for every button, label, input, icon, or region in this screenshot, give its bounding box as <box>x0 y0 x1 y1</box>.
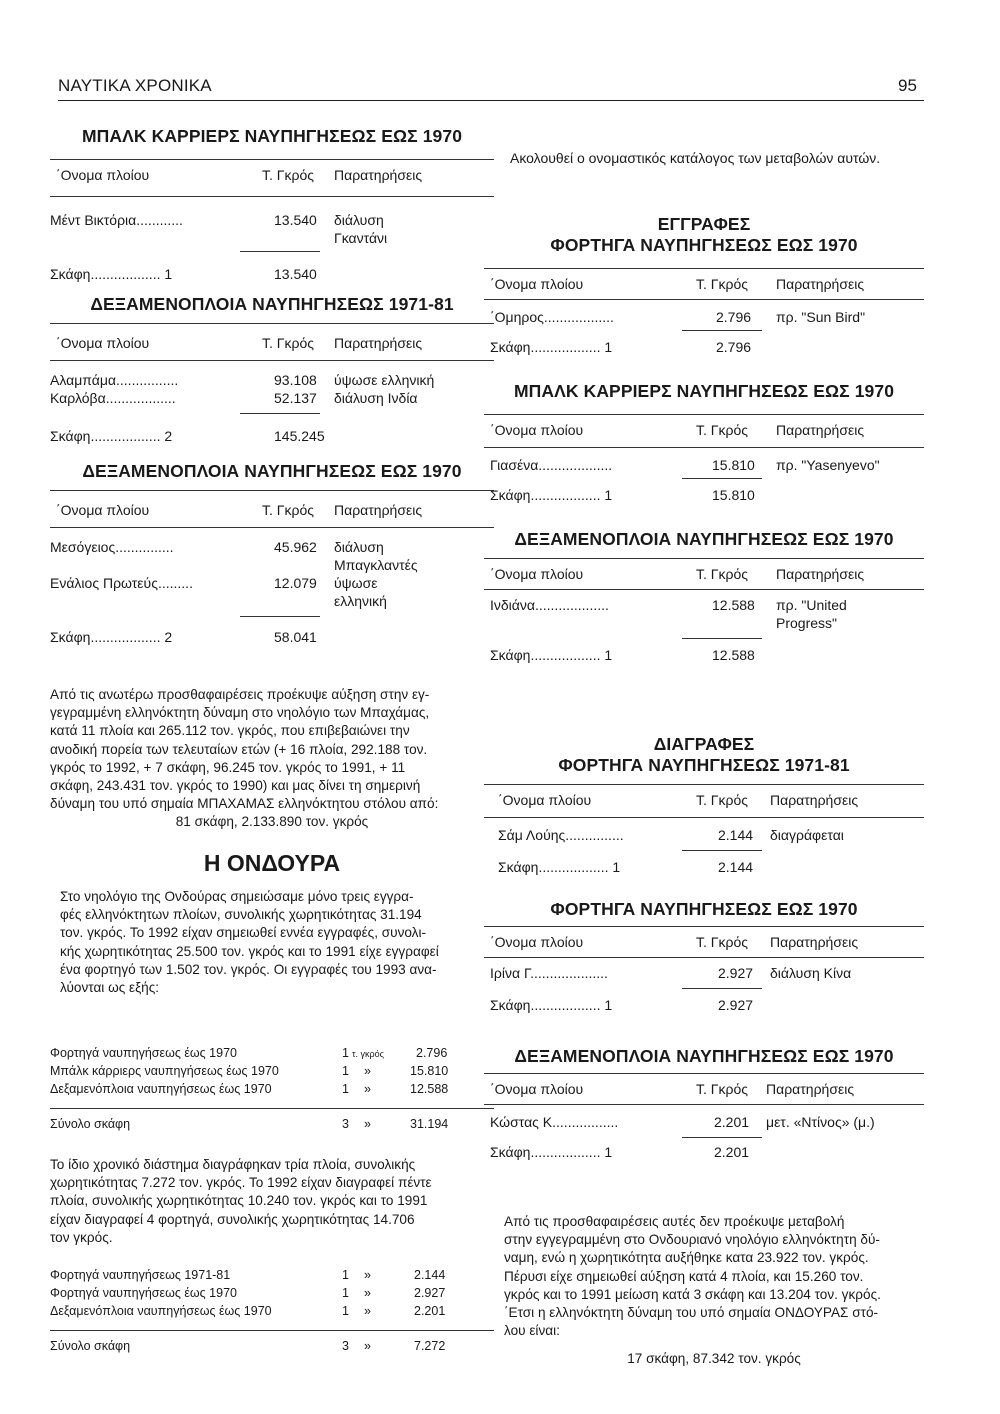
summary-count: 1 <box>342 1046 349 1060</box>
text-line: λου είναι: <box>504 1323 560 1339</box>
total-gross-tonnage: 13.540 <box>274 266 317 282</box>
text-line: ΄Ετσι η ελληνόκτητη δύναμη του υπό σημαία ΟΝΔΟΥΡΑΣ στό- <box>504 1305 879 1321</box>
paragraph-bahamas-summary <box>50 686 494 832</box>
total-label: Σκάφη <box>490 997 531 1013</box>
table-header-rule <box>50 527 494 528</box>
header-gross-tonnage: Τ. Γκρός <box>696 276 749 292</box>
ship-name: Ενάλιος Πρωτεύς <box>50 575 158 591</box>
total-gross-tonnage: 2.796 <box>716 339 752 355</box>
leader-dots: ................ <box>116 372 179 388</box>
intro-line: Ακολουθεί ο ονομαστικός κατάλογος των μεταβολών αυτών. <box>510 150 881 166</box>
header-ship-name: ΄Ονομα πλοίου <box>490 276 584 292</box>
table-deletions-cargo-1971-81 <box>484 734 924 876</box>
table-header <box>50 501 494 519</box>
table-total-row <box>50 628 494 646</box>
table-header-rule <box>484 1104 924 1105</box>
header-gross-tonnage: Τ. Γκρός <box>696 934 749 950</box>
table-row <box>50 389 494 407</box>
text-line: φές ελληνόκτητων πλοίων, συνολικής χωρητικότητας 31.194 <box>60 907 422 923</box>
table-header-rule <box>484 299 924 300</box>
total-label: Σκάφη <box>50 629 91 645</box>
subtotal-rule <box>682 1137 762 1138</box>
section-heading-deletions: ΔΙΑΓΡΑΦΕΣ <box>653 734 755 754</box>
summary-label: Δεξαμενόπλοια ναυπηγήσεως έως 1970 <box>50 1082 272 1096</box>
gross-tonnage: 52.137 <box>274 390 317 406</box>
header-ship-name: ΄Ονομα πλοίου <box>56 167 150 183</box>
section-title: ΜΠΑΛΚ ΚΑΡΡΙΕΡΣ ΝΑΥΠΗΓΗΣΕΩΣ ΕΩΣ 1970 <box>513 381 895 401</box>
text-line: Από τις προσθαφαιρέσεις αυτές δεν προέκυψε μεταβολή <box>504 1214 845 1229</box>
summary-gross-tonnage: 2.144 <box>414 1268 446 1282</box>
leader-dots: ............ <box>136 212 183 228</box>
total-count: 1 <box>604 487 613 503</box>
leader-dots: .................. <box>530 1144 601 1160</box>
summary-gross-tonnage: 2.927 <box>414 1286 446 1300</box>
summary-rule <box>50 1108 494 1109</box>
remarks: διάλυση Ινδία <box>334 390 418 406</box>
subtotal-rule <box>682 330 762 331</box>
table-header-rule <box>50 196 494 197</box>
result-line: 81 σκάφη, 2.133.890 τον. γκρός <box>175 814 369 830</box>
header-ship-name: ΄Ονομα πλοίου <box>498 792 592 808</box>
total-count: 1 <box>604 339 613 355</box>
section-title: ΔΕΞΑΜΕΝΟΠΛΟΙΑ ΝΑΥΠΗΓΗΣΕΩΣ ΕΩΣ 1970 <box>514 529 894 549</box>
table-row-cont <box>50 556 494 574</box>
text-line: στην εγγεγραμμένη στο Ονδουριανό νηολόγιο ελληνόκτητη δύ- <box>504 1232 880 1248</box>
total-count: 1 <box>604 1144 613 1160</box>
table-row <box>484 964 924 982</box>
section-title: ΦΟΡΤΗΓΑ ΝΑΥΠΗΓΗΣΕΩΣ 1971-81 <box>558 755 850 775</box>
gross-tonnage: 15.810 <box>712 457 755 473</box>
summary-unit: » <box>364 1286 371 1300</box>
leader-dots: ......... <box>157 575 193 591</box>
text-line: Από τις ανωτέρω προσθαφαιρέσεις προέκυψε αύξηση στην εγ- <box>50 687 430 702</box>
subtotal-rule <box>240 251 320 252</box>
header-ship-name: ΄Ονομα πλοίου <box>490 934 584 950</box>
table-row <box>484 1113 924 1131</box>
text-line: ναμη, ενώ η χωρητικότητα αυξήθηκε κατα 23.922 τον. γκρός. <box>504 1250 869 1266</box>
leader-dots: ................ <box>556 1114 619 1130</box>
ship-name: Μέντ Βικτόρια <box>50 212 137 228</box>
remarks-cont: Progress" <box>776 615 837 631</box>
table-top-rule <box>484 268 924 269</box>
leader-dots: .................. <box>530 997 601 1013</box>
table-row-cont <box>50 592 494 610</box>
result-line: 17 σκάφη, 87.342 τον. γκρός <box>627 1351 801 1367</box>
table-header <box>484 421 924 439</box>
leader-dots: .................. <box>538 859 609 875</box>
remarks-cont: ελληνική <box>334 593 387 609</box>
summary-total-gross-tonnage: 7.272 <box>414 1339 446 1353</box>
header-remarks: Παρατηρήσεις <box>334 502 423 518</box>
header-remarks: Παρατηρήσεις <box>334 335 423 351</box>
remarks: ύψωσε <box>334 575 378 591</box>
remarks: διάλυση Κίνα <box>770 965 852 981</box>
table-row <box>484 826 924 844</box>
text-line: ανοδική πορεία των τελευταίων ετών (+ 16 πλοία, 292.188 τον. <box>50 741 428 757</box>
summary-gross-tonnage: 2.201 <box>414 1304 446 1318</box>
table-top-rule <box>484 1073 924 1074</box>
header-remarks: Παρατηρήσεις <box>766 1081 855 1097</box>
total-count: 1 <box>612 859 621 875</box>
text-line: κατά 11 πλοία και 265.112 τον. γκρός, που επιβεβαιώνει την <box>50 723 410 739</box>
text-line: γκρός και το 1991 μείωση κατά 3 σκάφη και 13.204 τον. γκρός. <box>504 1286 881 1302</box>
table-header-rule <box>484 817 924 818</box>
summary-label: Δεξαμενόπλοια ναυπηγήσεως έως 1970 <box>50 1304 272 1318</box>
table-top-rule <box>484 414 924 415</box>
ship-name: Αλαμπάμα <box>50 372 117 388</box>
table-total-row <box>484 858 924 876</box>
leader-dots: .................. <box>530 647 601 663</box>
table-total-row <box>50 265 494 283</box>
leader-dots: ............... <box>115 539 174 555</box>
header-gross-tonnage: Τ. Γκρός <box>696 1081 749 1097</box>
table-header-rule <box>484 447 924 448</box>
table-row-cont <box>484 614 924 632</box>
summary-unit: » <box>364 1064 371 1078</box>
table-total-row <box>484 1143 924 1161</box>
summary-row <box>50 1266 494 1284</box>
summary-row <box>50 1284 494 1302</box>
section-title: ΔΕΞΑΜΕΝΟΠΛΟΙΑ ΝΑΥΠΗΓΗΣΕΩΣ ΕΩΣ 1970 <box>514 1046 894 1066</box>
section-title: ΦΟΡΤΗΓΑ ΝΑΥΠΗΓΗΣΕΩΣ ΕΩΣ 1970 <box>550 899 858 919</box>
remarks: διάλυση <box>334 539 384 555</box>
table-header <box>484 791 924 809</box>
section-heading-honduras: Η ΟΝΔΟΥΡΑ <box>203 850 341 876</box>
paragraph-honduras-registrations <box>60 888 486 997</box>
table-top-rule <box>50 323 494 324</box>
subtotal-rule <box>240 413 320 414</box>
text-line: λύονται ως εξής: <box>60 980 160 996</box>
table-deletions-tankers-to-1970 <box>484 1046 924 1161</box>
running-header-title: ΝΑΥΤΙΚΑ ΧΡΟΝΙΚΑ <box>58 76 212 95</box>
page-number: 95 <box>898 76 917 95</box>
summary-gross-tonnage: 2.796 <box>416 1046 448 1060</box>
table-header-rule <box>50 360 494 361</box>
summary-count: 1 <box>342 1064 349 1078</box>
section-title: ΦΟΡΤΗΓΑ ΝΑΥΠΗΓΗΣΕΩΣ ΕΩΣ 1970 <box>550 235 858 255</box>
section-title: ΔΕΞΑΜΕΝΟΠΛΟΙΑ ΝΑΥΠΗΓΗΣΕΩΣ ΕΩΣ 1970 <box>82 461 462 481</box>
summary-unit: » <box>364 1304 371 1318</box>
summary-gross-tonnage: 15.810 <box>410 1064 449 1078</box>
header-remarks: Παρατηρήσεις <box>770 792 859 808</box>
header-remarks: Παρατηρήσεις <box>334 167 423 183</box>
leader-dots: .................. <box>543 309 614 325</box>
summary-label: Φορτηγά ναυπηγήσεως έως 1970 <box>50 1046 237 1060</box>
subtotal-rule <box>240 616 320 617</box>
header-ship-name: ΄Ονομα πλοίου <box>490 422 584 438</box>
summary-unit: » <box>364 1339 371 1353</box>
remarks-cont: Γκαντάνι <box>334 230 388 246</box>
total-gross-tonnage: 12.588 <box>712 647 755 663</box>
table-row-cont <box>50 229 494 247</box>
gross-tonnage: 13.540 <box>274 212 317 228</box>
table-top-rule <box>50 490 494 491</box>
gross-tonnage: 45.962 <box>274 539 317 555</box>
table-row <box>484 596 924 614</box>
table-header <box>50 166 494 184</box>
total-gross-tonnage: 2.144 <box>718 859 754 875</box>
gross-tonnage: 2.927 <box>718 965 754 981</box>
summary-unit: » <box>364 1082 371 1096</box>
text-line: γεγραμμένη ελληνόκτητη δύναμη στο νηολόγιο των Μπαχάμας, <box>50 705 430 721</box>
summary-total-label: Σύνολο σκάφη <box>50 1117 131 1131</box>
table-row <box>484 308 924 326</box>
table-total-row <box>484 996 924 1014</box>
table-top-rule <box>50 159 494 160</box>
ship-name: Κώστας Κ. <box>490 1114 557 1130</box>
remarks: πρ. "Yasenyevo" <box>776 457 880 473</box>
total-label: Σκάφη <box>498 859 539 875</box>
total-gross-tonnage: 2.927 <box>718 997 754 1013</box>
ship-name: Γιασένα <box>490 457 539 473</box>
table-tankers-1971-81-left <box>50 294 494 445</box>
summary-gross-tonnage: 12.588 <box>410 1082 449 1096</box>
total-count: 1 <box>604 997 613 1013</box>
header-remarks: Παρατηρήσεις <box>776 566 865 582</box>
table-row <box>50 371 494 389</box>
table-row <box>50 211 494 229</box>
text-line: είχαν διαγραφεί 4 φορτηγά, συνολικής χωρητικότητας 14.706 <box>50 1211 415 1227</box>
ship-name: Καρλόβα <box>50 390 106 406</box>
table-bulk-carriers-to-1970-left <box>50 126 494 283</box>
table-row <box>50 538 494 556</box>
header-ship-name: ΄Ονομα πλοίου <box>56 502 150 518</box>
total-gross-tonnage: 58.041 <box>274 629 317 645</box>
remarks-cont: Μπαγκλαντές <box>334 557 418 573</box>
remarks: πρ. "United <box>776 597 847 613</box>
text-line: κής χωρητικότητας 25.500 τον. γκρός και το 1991 είχε εγγραφεί <box>60 943 439 959</box>
table-total-row <box>484 646 924 664</box>
table-header <box>484 275 924 293</box>
paragraph-honduras-deletions <box>50 1156 494 1247</box>
subtotal-rule <box>682 850 762 851</box>
summary-unit: τ. γκρός <box>352 1049 385 1059</box>
table-total-row <box>484 338 924 356</box>
table-header <box>484 565 924 583</box>
summary-count: 1 <box>342 1304 349 1318</box>
total-count: 2 <box>164 629 173 645</box>
text-line: Στο νηολόγιο της Ονδούρας σημειώσαμε μόνο τρεις εγγρα- <box>60 889 414 904</box>
summary-label: Φορτηγά ναυπηγήσεως 1971-81 <box>50 1268 231 1282</box>
ship-name: Ιρίνα Γ. <box>490 965 535 981</box>
table-registrations-tankers-to-1970 <box>484 529 924 664</box>
leader-dots: ................... <box>534 597 609 613</box>
header-ship-name: ΄Ονομα πλοίου <box>490 1081 584 1097</box>
table-registrations-bulk-to-1970 <box>484 381 924 504</box>
total-label: Σκάφη <box>50 266 91 282</box>
gross-tonnage: 12.588 <box>712 597 755 613</box>
text-line: χωρητικότητας 7.272 τον. γκρός. Το 1992 είχαν διαγραφεί πέντε <box>50 1175 432 1191</box>
total-label: Σκάφη <box>490 647 531 663</box>
total-label: Σκάφη <box>490 1144 531 1160</box>
summary-row <box>50 1302 494 1320</box>
table-total-row <box>50 427 494 445</box>
subtotal-rule <box>682 988 762 989</box>
ship-name: Σάμ Λούης <box>498 827 566 843</box>
subtotal-rule <box>682 638 762 639</box>
summary-total-count: 3 <box>342 1339 349 1353</box>
table-header <box>484 1080 924 1098</box>
table-total-row <box>484 486 924 504</box>
header-rule <box>58 100 924 101</box>
ship-name: Ινδιάνα <box>490 597 535 613</box>
text-line: Το ίδιο χρονικό διάστημα διαγράφηκαν τρία πλοία, συνολικής <box>50 1157 416 1172</box>
table-header <box>484 933 924 951</box>
leader-dots: .................. <box>90 266 161 282</box>
total-count: 2 <box>164 428 173 444</box>
section-title: ΔΕΞΑΜΕΝΟΠΛΟΙΑ ΝΑΥΠΗΓΗΣΕΩΣ 1971-81 <box>90 294 454 314</box>
text-line: γκρός το 1992, + 7 σκάφη, 96.245 τον. γκρός το 1991, + 11 <box>50 759 406 775</box>
total-label: Σκάφη <box>50 428 91 444</box>
summary-row <box>50 1044 494 1062</box>
remarks: διάλυση <box>334 212 384 228</box>
text-line: δύναμη του υπό σημαία ΜΠΑΧΑΜΑΣ ελληνόκτητου στόλου από: <box>50 796 439 812</box>
total-label: Σκάφη <box>490 339 531 355</box>
remarks: ύψωσε ελληνική <box>334 372 435 388</box>
table-deletions-cargo-to-1970 <box>484 899 924 1014</box>
total-label: Σκάφη <box>490 487 531 503</box>
gross-tonnage: 2.144 <box>718 827 754 843</box>
summary-unit: » <box>364 1268 371 1282</box>
table-header-rule <box>484 589 924 590</box>
remarks: μετ. «Ντίνος» (μ.) <box>766 1114 875 1130</box>
gross-tonnage: 93.108 <box>274 372 317 388</box>
table-row <box>484 456 924 474</box>
summary-row <box>50 1062 494 1080</box>
summary-table-deletions <box>50 1266 494 1355</box>
total-count: 1 <box>604 647 613 663</box>
subtotal-rule <box>682 478 762 479</box>
ship-name: Μεσόγειος <box>50 539 116 555</box>
text-line: σκάφη, 243.431 τον. γκρός το 1990) και μας δίνει τη σημερινή <box>50 778 421 794</box>
text-line: πλοία, συνολικής χωρητικότητας 10.240 τον. γκρός και το 1991 <box>50 1193 428 1209</box>
section-title: ΜΠΑΛΚ ΚΑΡΡΙΕΡΣ ΝΑΥΠΗΓΗΣΕΩΣ ΕΩΣ 1970 <box>81 126 463 146</box>
section-heading-registrations: ΕΓΓΡΑΦΕΣ <box>657 214 751 234</box>
summary-count: 1 <box>342 1082 349 1096</box>
leader-dots: ................... <box>534 965 608 981</box>
leader-dots: ................... <box>538 457 613 473</box>
total-count: 1 <box>164 266 173 282</box>
header-ship-name: ΄Ονομα πλοίου <box>56 335 150 351</box>
summary-total-row <box>50 1337 494 1355</box>
text-line: τον γκρός. <box>50 1229 113 1245</box>
summary-total-count: 3 <box>342 1117 349 1131</box>
table-header-rule <box>484 957 924 958</box>
total-gross-tonnage: 15.810 <box>712 487 755 503</box>
table-top-rule <box>484 558 924 559</box>
summary-count: 1 <box>342 1268 349 1282</box>
header-gross-tonnage: Τ. Γκρός <box>262 502 315 518</box>
gross-tonnage: 2.796 <box>716 309 752 325</box>
summary-total-gross-tonnage: 31.194 <box>410 1117 449 1131</box>
header-remarks: Παρατηρήσεις <box>776 422 865 438</box>
remarks: πρ. "Sun Bird" <box>776 309 866 325</box>
remarks: διαγράφεται <box>770 827 844 843</box>
header-gross-tonnage: Τ. Γκρός <box>696 566 749 582</box>
total-gross-tonnage: 2.201 <box>714 1144 750 1160</box>
table-tankers-to-1970-left <box>50 461 494 646</box>
leader-dots: .................. <box>90 629 161 645</box>
summary-label: Μπάλκ κάρριερς ναυπηγήσεως έως 1970 <box>50 1064 279 1078</box>
header-ship-name: ΄Ονομα πλοίου <box>490 566 584 582</box>
table-header <box>50 334 494 352</box>
table-row <box>50 574 494 592</box>
summary-unit: » <box>364 1117 371 1131</box>
summary-label: Φορτηγά ναυπηγήσεως έως 1970 <box>50 1286 237 1300</box>
text-line: ένα φορτηγό των 1.502 τον. γκρός. Οι εγγραφές του 1993 ανα- <box>60 961 437 977</box>
gross-tonnage: 2.201 <box>714 1114 750 1130</box>
ship-name: ΄Ομηρος <box>490 309 544 325</box>
summary-total-row <box>50 1115 494 1133</box>
summary-count: 1 <box>342 1286 349 1300</box>
leader-dots: .................. <box>105 390 176 406</box>
header-gross-tonnage: Τ. Γκρός <box>262 335 315 351</box>
summary-total-label: Σύνολο σκάφη <box>50 1339 131 1353</box>
leader-dots: .................. <box>530 487 601 503</box>
header-gross-tonnage: Τ. Γκρός <box>696 792 749 808</box>
table-registrations-cargo-to-1970 <box>484 214 924 356</box>
header-gross-tonnage: Τ. Γκρός <box>696 422 749 438</box>
text-line: Πέρυσι είχε σημειωθεί αύξηση κατά 4 πλοία, και 15.260 τον. <box>504 1268 864 1284</box>
summary-table-registrations <box>50 1044 494 1133</box>
header-remarks: Παρατηρήσεις <box>770 934 859 950</box>
summary-rule <box>50 1330 494 1331</box>
summary-row <box>50 1080 494 1098</box>
table-top-rule <box>484 784 924 785</box>
header-remarks: Παρατηρήσεις <box>776 276 865 292</box>
leader-dots: ............... <box>565 827 624 843</box>
table-top-rule <box>484 926 924 927</box>
total-gross-tonnage: 145.245 <box>274 428 325 444</box>
header-gross-tonnage: Τ. Γκρός <box>262 167 315 183</box>
leader-dots: .................. <box>90 428 161 444</box>
leader-dots: .................. <box>530 339 601 355</box>
gross-tonnage: 12.079 <box>274 575 317 591</box>
text-line: τον. γκρός. Το 1992 είχαν σημειωθεί εννέα εγγραφές, συνολι- <box>60 925 427 941</box>
paragraph-honduras-result <box>504 1213 924 1369</box>
